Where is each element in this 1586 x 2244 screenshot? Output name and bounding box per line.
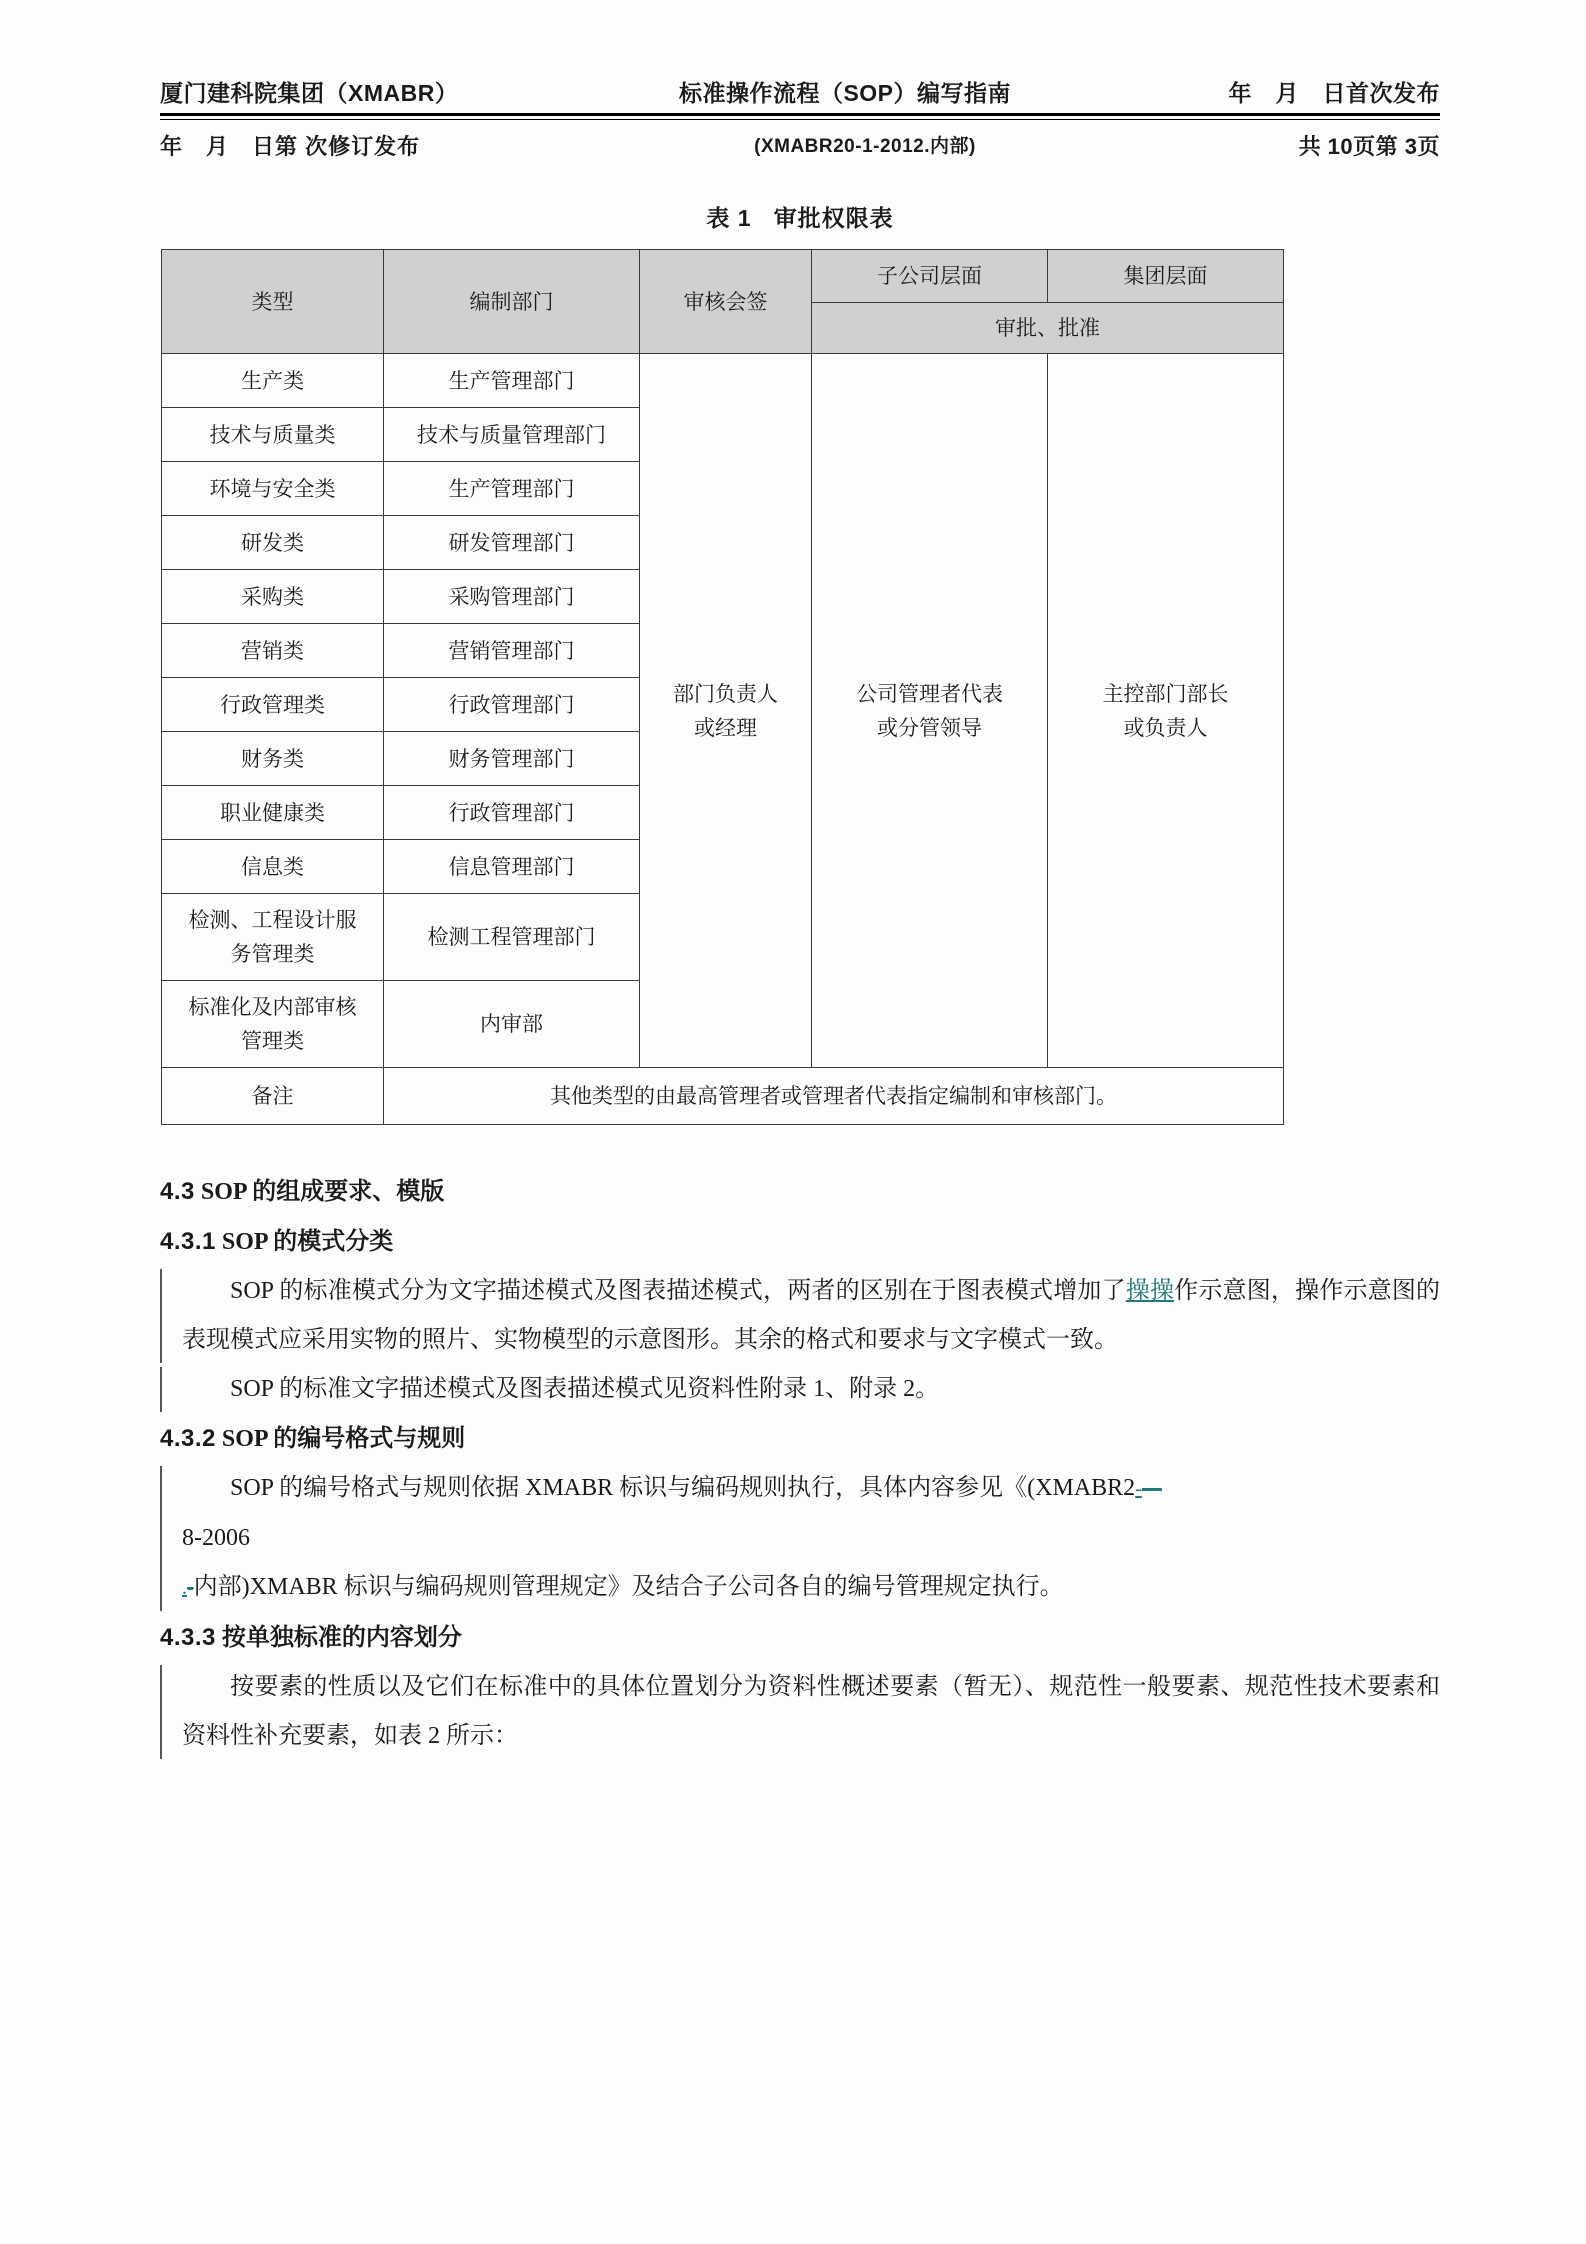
paragraph-4-3-2-text3: 内部)XMABR 标识与编码规则管理规定》及结合子公司各自的编号管理规定执行。 bbox=[193, 1574, 1064, 1600]
heading-4-3-2-number: 4.3.2 bbox=[160, 1425, 216, 1452]
cell-dept: 行政管理部门 bbox=[384, 678, 640, 732]
cell-type bbox=[162, 981, 384, 1068]
th-subsidiary-level: 子公司层面 bbox=[812, 250, 1048, 303]
th-approval-span: 审批、批准 bbox=[812, 303, 1284, 354]
group-line-2: 或负责人 bbox=[1123, 715, 1208, 740]
review-line-2: 或经理 bbox=[694, 715, 757, 740]
heading-4-3-2-title: SOP 的编号格式与规则 bbox=[221, 1426, 466, 1452]
cell-dept: 生产管理部门 bbox=[384, 354, 640, 408]
header-divider-rule bbox=[160, 113, 1440, 120]
cell-dept: 财务管理部门 bbox=[384, 732, 640, 786]
cell-type: 财务类 bbox=[162, 732, 384, 786]
heading-4-3 bbox=[160, 1167, 1440, 1217]
paragraph-4-3-1-a-text2: 作示意图，操作示意图的表现模式应采用实物的照片、实物模型的示意图形。其余的格式和要求与文字模式一致。 bbox=[182, 1278, 1441, 1353]
heading-4-3-3-title: 按单独标准的内容划分 bbox=[221, 1625, 462, 1651]
header-first-issue-date: 年 月 日首次发布 bbox=[1228, 80, 1440, 106]
heading-4-3-3-number: 4.3.3 bbox=[160, 1624, 216, 1651]
cell-type: 技术与质量类 bbox=[162, 408, 384, 462]
header-document-code: (XMABR20-1-2012.内部) bbox=[754, 136, 976, 157]
cell-dept: 技术与质量管理部门 bbox=[384, 408, 640, 462]
cell-review-merged bbox=[640, 354, 812, 1068]
change-bar-block-4 bbox=[160, 1663, 1440, 1761]
header-company-name: 厦门建科院集团（XMABR） bbox=[160, 80, 459, 106]
cell-type: 信息类 bbox=[162, 840, 384, 894]
cell-dept: 研发管理部门 bbox=[384, 516, 640, 570]
cell-group-merged bbox=[1048, 354, 1284, 1068]
paragraph-4-3-3: 按要素的性质以及它们在标准中的具体位置划分为资料性概述要素（暂无）、规范性一般要素、规范性技术要素和资料性补充要素，如表 2 所示： bbox=[182, 1674, 1440, 1749]
paragraph-4-3-2-text1: SOP 的编号格式与规则依据 XMABR 标识与编码规则执行，具体内容参见《(XMABR2 bbox=[230, 1475, 1136, 1501]
tracked-insertion-cao-2: 操 bbox=[1149, 1278, 1175, 1304]
cell-type: 采购类 bbox=[162, 570, 384, 624]
cell-type: 生产类 bbox=[162, 354, 384, 408]
table-caption bbox=[160, 200, 1440, 233]
table-header bbox=[162, 250, 1284, 354]
change-bar-block-3 bbox=[160, 1464, 1440, 1613]
heading-4-3-1 bbox=[160, 1217, 1440, 1267]
paragraph-4-3-2 bbox=[182, 1464, 1440, 1613]
cell-dept: 采购管理部门 bbox=[384, 570, 640, 624]
subsidiary-line-1: 公司管理者代表 bbox=[856, 681, 1003, 706]
header-document-title: 标准操作流程（SOP）编写指南 bbox=[678, 80, 1012, 106]
page-content bbox=[160, 78, 1440, 1761]
cell-dept: 行政管理部门 bbox=[384, 786, 640, 840]
heading-4-3-1-number: 4.3.1 bbox=[160, 1228, 216, 1255]
running-header-line-1 bbox=[160, 78, 1440, 112]
cell-type: 研发类 bbox=[162, 516, 384, 570]
tracked-deletion-hyphen: - bbox=[187, 1577, 194, 1599]
th-review: 审核会签 bbox=[640, 250, 812, 354]
paragraph-4-3-1-a bbox=[182, 1267, 1440, 1365]
approval-authority-table bbox=[161, 249, 1284, 1125]
cell-dept: 生产管理部门 bbox=[384, 462, 640, 516]
cell-type: 行政管理类 bbox=[162, 678, 384, 732]
cell-type-line-2: 务管理类 bbox=[230, 942, 315, 966]
paragraph-4-3-2-text2: 8-2006 bbox=[182, 1525, 250, 1551]
heading-4-3-title: SOP 的组成要求、模版 bbox=[200, 1179, 445, 1205]
cell-note-label: 备注 bbox=[162, 1068, 384, 1125]
tracked-insertion-period: . bbox=[182, 1577, 187, 1599]
document-body bbox=[160, 1167, 1440, 1761]
cell-type: 环境与安全类 bbox=[162, 462, 384, 516]
heading-4-3-2 bbox=[160, 1414, 1440, 1464]
header-page-number: 共 10页第 3页 bbox=[1298, 134, 1440, 159]
cell-subsidiary-merged bbox=[812, 354, 1048, 1068]
heading-4-3-3 bbox=[160, 1613, 1440, 1663]
cell-type-line-1: 标准化及内部审核 bbox=[188, 995, 357, 1019]
cell-type-line-1: 检测、工程设计服 bbox=[188, 908, 357, 932]
table-caption-text: 审批权限表 bbox=[773, 205, 894, 231]
cell-type-line-2: 管理类 bbox=[241, 1029, 304, 1053]
tracked-deletion-dash: — bbox=[1141, 1478, 1162, 1500]
cell-type: 职业健康类 bbox=[162, 786, 384, 840]
subsidiary-line-2: 或分管领导 bbox=[877, 715, 982, 740]
cell-type bbox=[162, 894, 384, 981]
cell-dept: 营销管理部门 bbox=[384, 624, 640, 678]
tracked-insertion-hyphen: - bbox=[1135, 1478, 1142, 1500]
table-caption-label: 表 1 bbox=[706, 205, 752, 231]
cell-type: 营销类 bbox=[162, 624, 384, 678]
change-bar-block-1 bbox=[160, 1267, 1440, 1365]
tracked-insertion-cao-1: 操 bbox=[1125, 1278, 1150, 1304]
th-group-level: 集团层面 bbox=[1048, 250, 1284, 303]
heading-4-3-1-title: SOP 的模式分类 bbox=[221, 1229, 394, 1255]
table-row bbox=[162, 354, 1284, 408]
cell-note-text: 其他类型的由最高管理者或管理者代表指定编制和审核部门。 bbox=[384, 1068, 1284, 1125]
paragraph-4-3-1-b: SOP 的标准文字描述模式及图表描述模式见资料性附录 1、附录 2。 bbox=[230, 1376, 940, 1402]
table-body bbox=[162, 354, 1284, 1125]
heading-4-3-number: 4.3 bbox=[160, 1178, 195, 1205]
change-bar-block-2 bbox=[160, 1365, 1440, 1414]
review-line-1: 部门负责人 bbox=[673, 681, 778, 706]
table-header-row-1 bbox=[162, 250, 1284, 303]
cell-dept: 信息管理部门 bbox=[384, 840, 640, 894]
paragraph-4-3-1-a-text1: SOP 的标准模式分为文字描述模式及图表描述模式，两者的区别在于图表模式增加了 bbox=[230, 1278, 1126, 1304]
running-header-line-2 bbox=[160, 120, 1440, 162]
th-dept: 编制部门 bbox=[384, 250, 640, 354]
header-revision-date: 年 月 日第 次修订发布 bbox=[160, 134, 421, 159]
cell-dept: 检测工程管理部门 bbox=[384, 894, 640, 981]
group-line-1: 主控部门部长 bbox=[1102, 681, 1229, 706]
cell-dept: 内审部 bbox=[384, 981, 640, 1068]
table-note-row bbox=[162, 1068, 1284, 1125]
th-type: 类型 bbox=[162, 250, 384, 354]
